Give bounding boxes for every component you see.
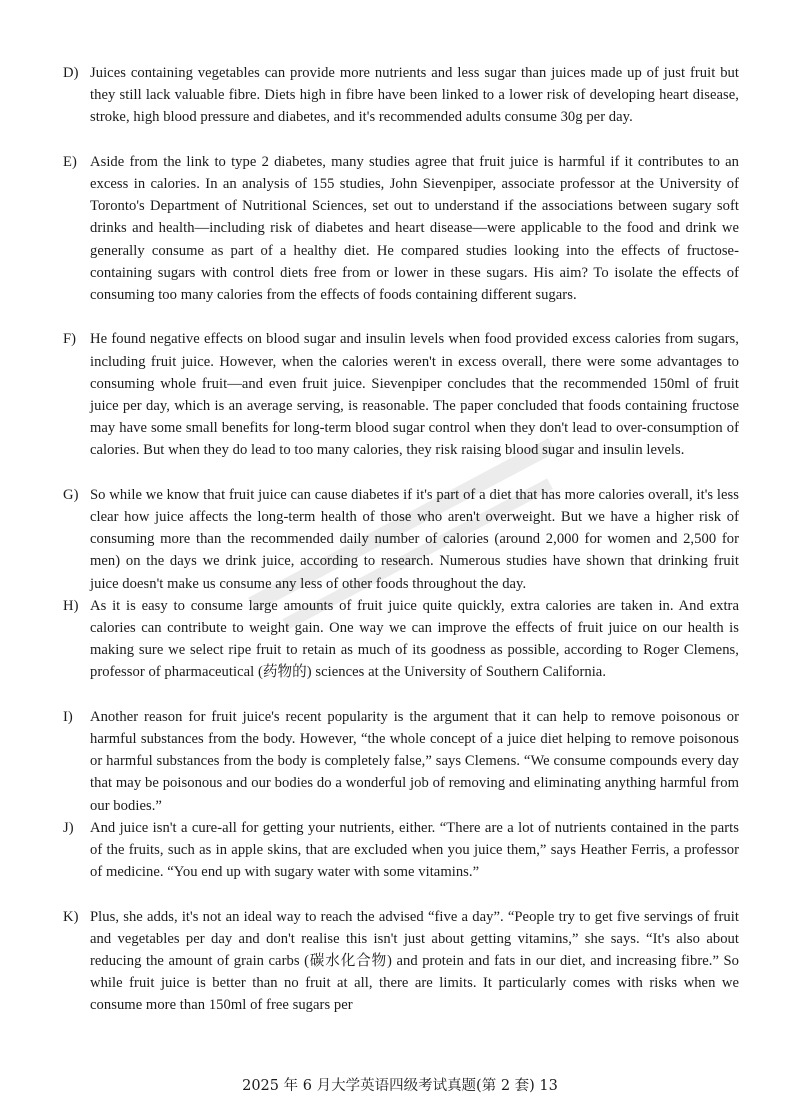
paragraph-label: K) [63,908,79,925]
paragraph-k [63,906,739,1017]
paragraph-text: Juices containing vegetables can provide more nutrients and less sugar than juices made up of just fruit but they still lack valuable fibre. Diets high in fibre have been linked to a lower risk of developing heart disease, stroke, high blood pressure and diabetes, and it's recommended adults consume 30g per day. [90,65,739,126]
paragraph-text: Plus, she adds, it's not an ideal way to reach the advised “five a day”. “People try to get five servings of fruit and vegetables per day and don't realise this isn't just about getting vitamins,” she says. “It's also about reducing the amount of grain carbs (碳水化合物) and protein and fats in our diet, and increasing fibre.” So while fruit juice is better than no fruit at all, there are limits. It particularly comes with risks when we consume more than 150ml of free sugars per [90,908,739,1014]
paragraph-text: As it is easy to consume large amounts of fruit juice quite quickly, extra calories are taken in. And extra calories can contribute to weight gain. One way we can improve the effects of fruit juice on our health is making sure we select ripe fruit to retain as much of its goodness as possible, according to Roger Clemens, professor of pharmaceutical (药物的) sciences at the University of Southern California. [90,597,739,681]
paragraph-label: E) [63,153,77,170]
paragraph-text: Another reason for fruit juice's recent popularity is the argument that it can help to remove poisonous or harmful substances from the body. However, “the whole concept of a juice diet helping to remove poisonous or harmful substances from the body is completely false,” says Clemens. “We consume compounds every day that may be poisonous and our bodies do a wonderful job of removing and eliminating anything harmful from our bodies.” [90,708,739,814]
paragraph-i [63,706,739,817]
paragraph-d [63,62,739,151]
paragraph-text: He found negative effects on blood sugar and insulin levels when food provided excess calories from sugars, including fruit juice. However, when the calories weren't in excess overall, there were some advantages to consuming whole fruit—and even fruit juice. Sievenpiper concludes that the recommended 150ml of fruit juice per day, which is an average serving, is reasonable. The paper concluded that foods containing fructose may have some small benefits for long-term blood sugar control when they don't lead to over-consumption of calories. But when they do lead to too many calories, they risk raising blood sugar and insulin levels. [90,331,739,459]
paragraph-f [63,328,739,483]
paragraph-label: F) [63,331,77,348]
paragraph-text: Aside from the link to type 2 diabetes, many studies agree that fruit juice is harmful if it contributes to an excess in calories. In an analysis of 155 studies, John Sievenpiper, associate professor at the University of Toronto's Department of Nutritional Sciences, set out to understand if the associations between sugary soft drinks and health—including risk of diabetes and heart disease—were applicable to the food and drink we generally consume as part of a healthy diet. He compared studies looking into the effects of fructose-containing sugars with control diets free from or lower in these sugars. His aim? To isolate the effects of consuming too many calories from the effects of foods containing different sugars. [90,153,739,304]
paragraph-text: So while we know that fruit juice can cause diabetes if it's part of a diet that has more calories overall, it's less clear how juice affects the long-term health of those who aren't overweight. But we have a higher risk of consuming more than the recommended daily number of calories (around 2,000 for women and 2,500 for men) on the days we drink juice, according to research. Numerous studies have shown that drinking fruit juice doesn't make us consume any less of other foods throughout the day. [90,486,739,592]
paragraph-j [63,817,739,906]
paragraph-label: G) [63,486,79,503]
paragraph-label: D) [63,65,79,81]
page-footer: 2025 年 6 月大学英语四级考试真题(第 2 套) 13 [242,1078,558,1094]
paragraph-label: J) [63,819,74,836]
paragraph-h [63,595,739,706]
paragraph-text: And juice isn't a cure-all for getting your nutrients, either. “There are a lot of nutrients contained in the parts of the fruits, such as in apple skins, that are excluded when you juice them,” says Heather Ferris, a professor of medicine. “You end up with sugary water with some vitamins.” [90,819,739,881]
paragraph-g [63,484,739,595]
paragraph-label: H) [63,597,79,614]
passage [63,62,739,1017]
paragraph-label: I) [63,708,73,725]
paragraph-e [63,151,739,329]
